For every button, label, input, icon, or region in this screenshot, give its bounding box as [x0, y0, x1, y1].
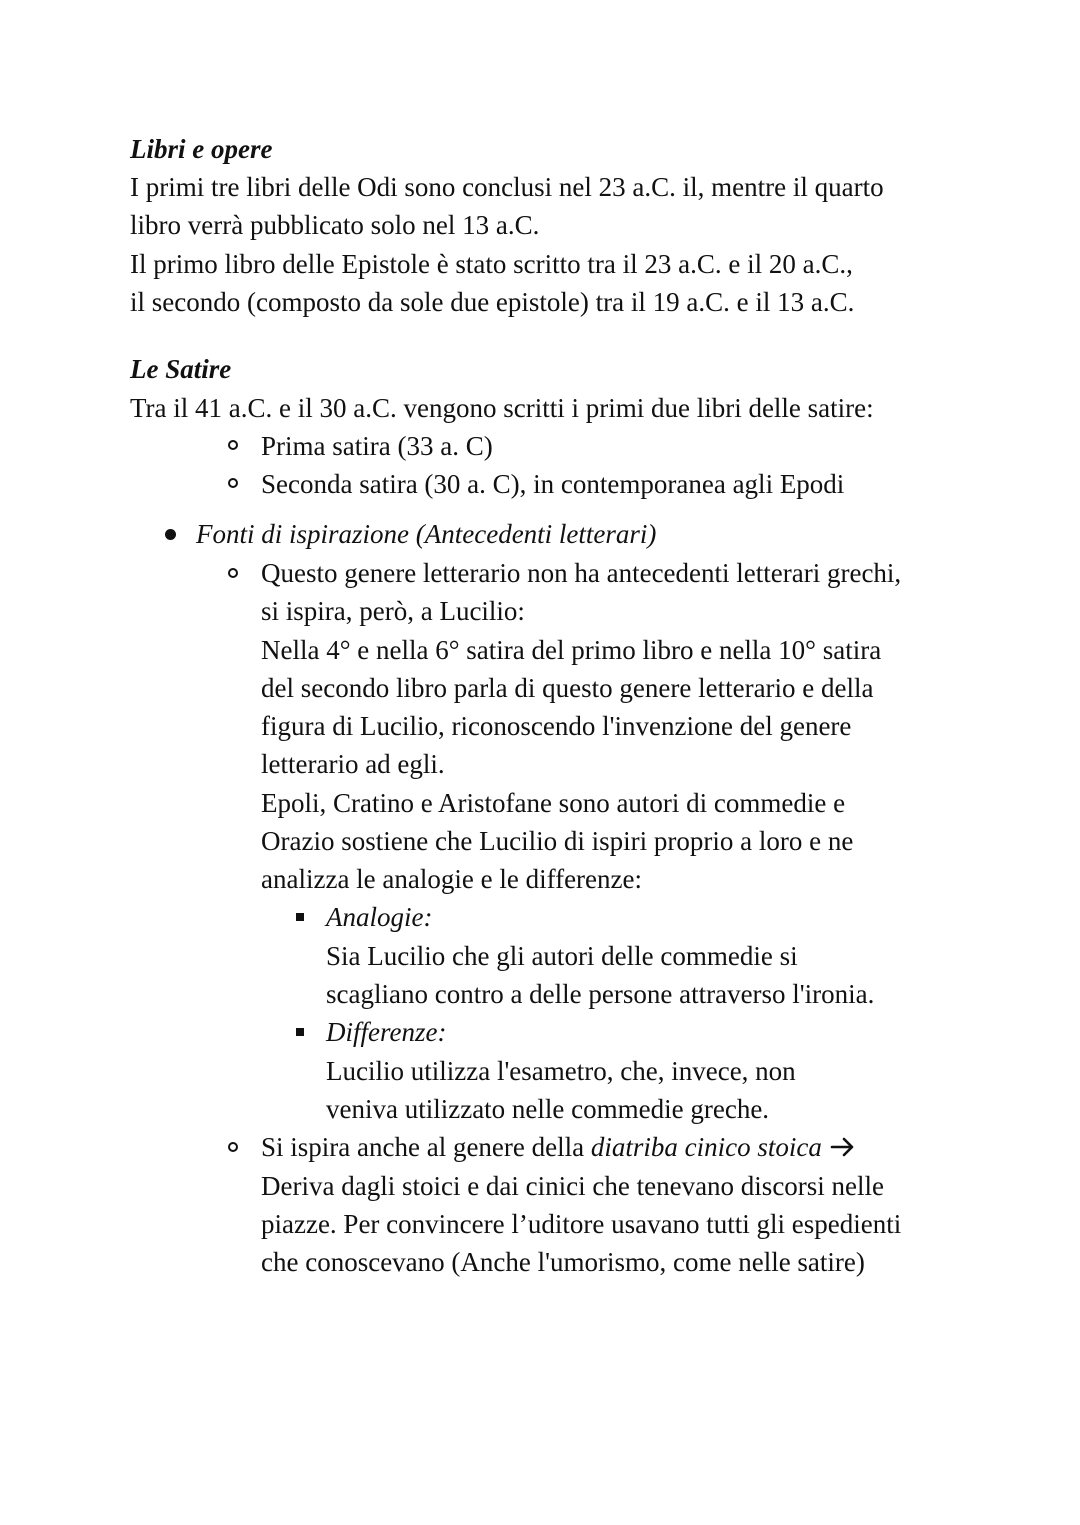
heading-le-satire: Le Satire: [130, 354, 232, 384]
paragraph-line: Deriva dagli stoici e dai cinici che tenevano discorsi nelle: [261, 1171, 885, 1201]
disc-bullet-icon: [165, 529, 176, 540]
heading-libri-e-opere: Libri e opere: [130, 134, 273, 164]
paragraph-line: letterario ad egli.: [261, 749, 445, 779]
right-arrow-icon: [830, 1135, 856, 1159]
circle-bullet-icon: [228, 1142, 238, 1152]
square-bullet-icon: [296, 1028, 304, 1036]
paragraph-line: figura di Lucilio, riconoscendo l'invenzione del genere: [261, 711, 852, 741]
text-run: Si ispira anche al genere della: [261, 1132, 591, 1162]
paragraph-line: [261, 1128, 856, 1166]
paragraph-line: veniva utilizzato nelle commedie greche.: [326, 1094, 770, 1124]
paragraph-line: Lucilio utilizza l'esametro, che, invece, non: [326, 1056, 796, 1086]
paragraph-line: piazze. Per convincere l’uditore usavano tutti gli espedienti: [261, 1209, 902, 1239]
paragraph-line: il secondo (composto da sole due epistole) tra il 19 a.C. e il 13 a.C.: [130, 287, 855, 317]
list-item-title: Fonti di ispirazione (Antecedenti letterari): [196, 519, 657, 549]
sublist-label-analogie: Analogie:: [326, 902, 433, 932]
paragraph-line: scagliano contro a delle persone attraverso l'ironia.: [326, 979, 875, 1009]
paragraph-line: si ispira, però, a Lucilio:: [261, 596, 525, 626]
italic-term: diatriba cinico stoica: [590, 1132, 822, 1162]
paragraph-line: libro verrà pubblicato solo nel 13 a.C.: [130, 210, 540, 240]
paragraph-line: Sia Lucilio che gli autori delle commedie si: [326, 941, 798, 971]
sublist-label-differenze: Differenze:: [326, 1017, 447, 1047]
square-bullet-icon: [296, 913, 304, 921]
list-item: Seconda satira (30 a. C), in contemporanea agli Epodi: [261, 469, 845, 499]
paragraph-line: analizza le analogie e le differenze:: [261, 864, 643, 894]
paragraph-line: che conoscevano (Anche l'umorismo, come nelle satire): [261, 1247, 865, 1277]
paragraph-line: Epoli, Cratino e Aristofane sono autori di commedie e: [261, 788, 846, 818]
paragraph-line: I primi tre libri delle Odi sono conclusi nel 23 a.C. il, mentre il quarto: [130, 172, 884, 202]
paragraph-line: Orazio sostiene che Lucilio di ispiri proprio a loro e ne: [261, 826, 854, 856]
paragraph-line: Nella 4° e nella 6° satira del primo libro e nella 10° satira: [261, 635, 882, 665]
circle-bullet-icon: [228, 440, 238, 450]
paragraph-line: Questo genere letterario non ha antecedenti letterari grechi,: [261, 558, 902, 588]
list-item: Prima satira (33 a. C): [261, 431, 493, 461]
paragraph-line: Tra il 41 a.C. e il 30 a.C. vengono scritti i primi due libri delle satire:: [130, 393, 874, 423]
paragraph-line: Il primo libro delle Epistole è stato scritto tra il 23 a.C. e il 20 a.C.,: [130, 249, 853, 279]
circle-bullet-icon: [228, 478, 238, 488]
circle-bullet-icon: [228, 568, 238, 578]
paragraph-line: del secondo libro parla di questo genere letterario e della: [261, 673, 874, 703]
